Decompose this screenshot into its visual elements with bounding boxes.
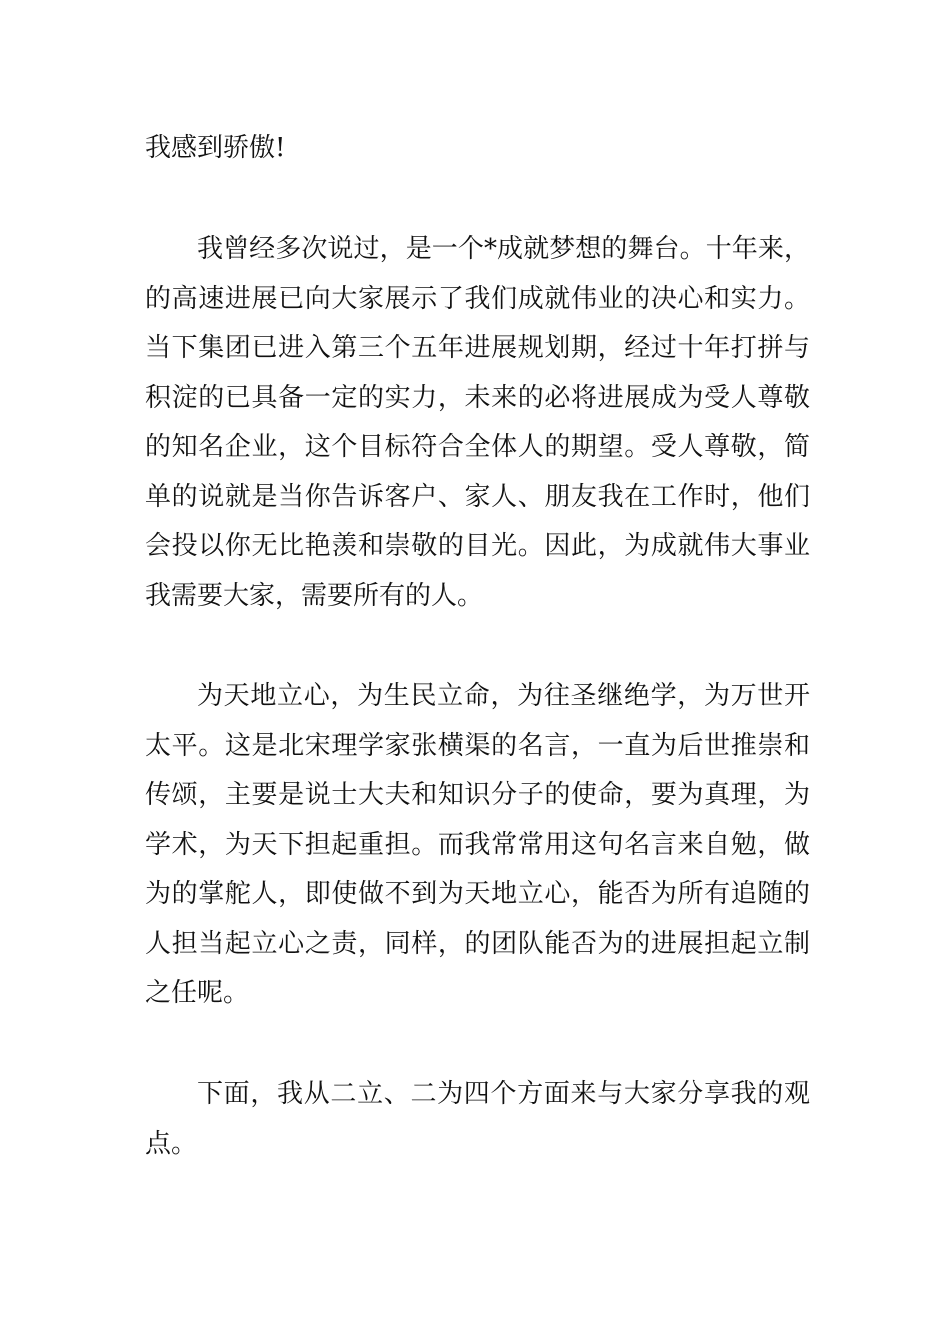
paragraph-2 [145,225,810,621]
paragraph-line: 的知名企业，这个目标符合全体人的期望。受人尊敬，简 [145,432,810,462]
paragraph-3 [145,672,810,1019]
paragraph-line: 为天地立心，为生民立命，为往圣继绝学，为万世开 [197,681,810,711]
paragraph-line: 下面，我从二立、二为四个方面来与大家分享我的观 [197,1079,810,1109]
paragraph-line: 当下集团已进入第三个五年进展规划期，经过十年打拼与 [145,333,810,363]
paragraph-line: 我曾经多次说过，是一个*成就梦想的舞台。十年来， [197,234,810,264]
paragraph-line: 单的说就是当你告诉客户、家人、朋友我在工作时，他们 [145,481,810,512]
paragraph-line: 点。 [145,1128,198,1159]
paragraph-1 [145,124,810,174]
paragraph-line: 为的掌舵人，即使做不到为天地立心，能否为所有追随的 [145,879,810,909]
paragraph-line: 我感到骄傲! [145,133,286,163]
paragraph-line: 传颂，主要是说士大夫和知识分子的使命，要为真理，为 [145,780,810,810]
paragraph-line: 的高速进展已向大家展示了我们成就伟业的决心和实力。 [145,283,810,314]
paragraph-4 [145,1070,810,1169]
paragraph-line: 太平。这是北宋理学家张横渠的名言，一直为后世推崇和 [145,730,810,761]
paragraph-line: 会投以你无比艳羡和崇敬的目光。因此，为成就伟大事业 [145,531,810,561]
paragraph-line: 学术，为天下担起重担。而我常常用这句名言来自勉，做 [145,829,810,860]
paragraph-line: 我需要大家，需要所有的人。 [145,580,484,611]
paragraph-line: 人担当起立心之责，同样，的团队能否为的进展担起立制 [145,928,810,959]
paragraph-line: 之任呢。 [145,978,250,1008]
paragraph-line: 积淀的已具备一定的实力，未来的必将进展成为受人尊敬 [145,382,810,413]
